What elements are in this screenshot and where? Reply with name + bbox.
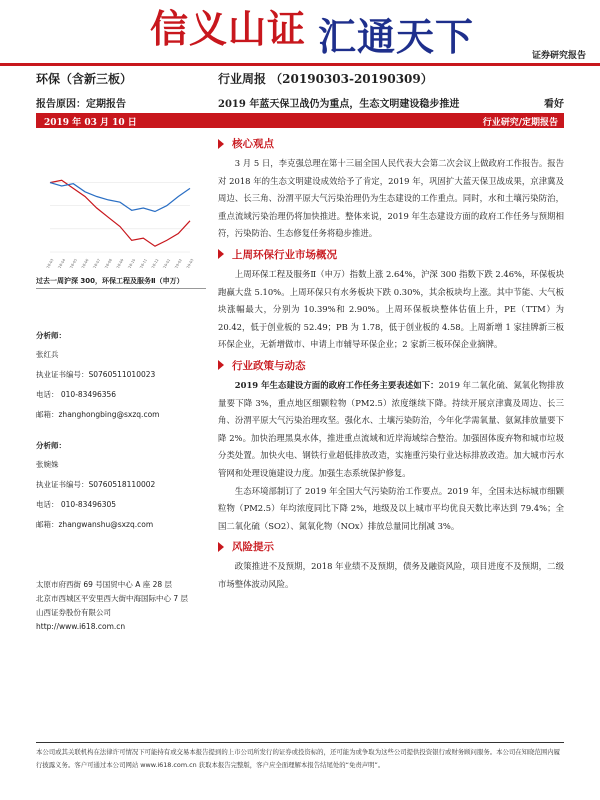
section-title: 行业政策与动态 [232,359,306,372]
section-heading [218,358,564,373]
investment-rating: 看好 [544,99,564,110]
section-arrow-icon [218,360,224,370]
brand-slogan-red: 信义山证 [150,7,307,51]
footer-divider [36,742,564,743]
section-paragraph [218,483,564,536]
analyst-card [36,330,211,429]
section-heading [218,247,564,262]
chart-x-tick-label: 2019-02 [172,258,183,268]
paragraph-text: 上周环保工程及服务Ⅱ（申万）指数上涨 2.64%，沪深 300 指数下跌 2.46%，环保板块跑赢大盘 5.10%。上周环保只有水务板块下跌 0.30%，其余板块均上涨。其中节能、大气板块涨幅最大，分别为 10.39%和 2.90%。上周环保板块整体估值上升，PE（TTM）为 20.42，低于创业板的 52.49；PB 为 1.78，低于创业板的 4.58。上周新增 1 家挂牌新三板环保企业，无新增做市、申请上市辅导环保企业；2 家新三板环保企业摘牌。 [218,268,564,350]
chart-caption: 过去一周沪深 300，环保工程及服务Ⅱ（申万） [36,277,184,285]
analyst-name: 张红兵 [36,350,59,359]
section-title: 上周环保行业市场概况 [232,248,337,261]
analyst-card [36,440,211,539]
address-line: 太原市府西街 69 号国贸中心 A 座 28 层 [36,580,173,589]
analyst-cert: 执业证书编号：S0760511010023 [36,370,156,379]
chart-x-tick-label: 2018-05 [67,258,78,268]
section-arrow-icon [218,249,224,259]
section-title: 风险提示 [232,541,274,554]
report-reason: 报告原因：定期报告 [36,99,126,110]
chart-x-tick-label: 2019-01 [160,258,172,268]
section-arrow-icon [218,542,224,552]
company-address [36,578,206,634]
section-arrow-icon [218,139,224,149]
section-paragraph [218,155,564,243]
chart-x-tick-label: 2018-03 [43,258,55,268]
analyst-cert: 执业证书编号：S0760518110002 [36,480,156,489]
paragraph-lead: 2019 年生态建设方面的政府工作任务主要表述如下： [234,379,439,390]
section-heading [218,136,564,151]
analyst-email[interactable]: 邮箱：zhanghongbing@sxzq.com [36,410,160,419]
chart-x-tick-label: 2018-04 [55,258,67,268]
address-line: 北京市西城区平安里西大街中海国际中心 7 层 [36,594,189,603]
disclaimer-footer [36,746,564,772]
section-paragraph [218,377,564,483]
analyst-label: 分析师： [36,441,66,450]
chart-x-tick-label: 2018-06 [78,258,90,268]
analyst-name: 张婉姝 [36,460,59,469]
paragraph-text: 2019 年二氧化硫、氮氧化物排放量要下降 3%，重点地区细颗粒物（PM2.5）浓度继续下降。持续开展京津冀及周边、长三角、汾渭平原大气污染治理攻坚。强化水、土壤污染防治，今年化学需氧量、氨氮排放量要下降 2%。加快治理黑臭水体，推进重点流域和近岸海域综合整治。加强固体废弃物和城市垃圾分类处置。加快火电、钢铁行业超低排放改造，实施重污染行业达标排放改造。加大城市污水管网和处理设施建设力度。加强生态系统保护修复。 [218,379,564,478]
section-heading [218,539,564,554]
analyst-phone: 电话： 010-83496305 [36,500,117,509]
report-header [0,0,600,68]
report-category: 行业研究/定期报告 [242,113,564,128]
chart-x-tick-label: 2018-07 [90,258,102,268]
chart-series-line [50,180,190,246]
paragraph-text: 3 月 5 日，李克强总理在第十三届全国人民代表大会第二次会议上做政府工作报告。报告对 2018 年的生态文明建设成效给予了肯定，2019 年，巩固扩大蓝天保卫战成果，京津冀及周边、长三角、汾渭平原大气污染治理仍为生态建设的工作重点。同时，水和土壤污染防治，重点流域污染治理仍将加快推进。整体来说，2019 年生态建设方面的政府工作任务与预期相符，污染防治、生态修复任务将稳步推进。 [218,158,564,239]
paragraph-text: 生态环境部制订了 2019 年全国大气污染防治工作要点。2019 年，全国未达标城市细颗粒物（PM2.5）年均浓度同比下降 2%，地级及以上城市平均优良天数比率达到 79.4%；全国二氧化硫（SO2）、氮氧化物（NOx）排放总量同比削减 3%。 [218,485,564,531]
header-divider [0,63,600,66]
analyst-phone: 电话： 010-83496356 [36,390,117,399]
main-content [218,132,564,593]
analyst-label: 分析师： [36,331,66,340]
chart-x-tick-label: 2018-12 [148,258,160,268]
report-date: 2019 年 03 月 10 日 [36,113,242,128]
chart-x-tick-label: 2018-11 [137,258,148,268]
performance-chart [36,163,196,268]
report-headline: 2019 年蓝天保卫战仍为重点，生态文明建设稳步推进 [218,99,460,110]
paragraph-text: 政策推进不及预期，2018 年业绩不及预期，债务及融资风险，项目进度不及预期，二级市场整体波动风险。 [218,561,564,589]
brand-slogan-blue: 汇通天下 [318,15,475,59]
chart-x-tick-label: 2018-10 [125,258,137,268]
section-title: 核心观点 [232,138,274,150]
company-website-link[interactable]: http://www.i618.com.cn [36,622,126,631]
disclaimer-text: 本公司或其关联机构在法律许可情况下可能持有或交易本报告提到的上市公司所发行的证券或投资标的，还可能为或争取为这些公司提供投资银行或财务顾问服务。本公司在知晓范围内履行披露义务。客户可通过本公司网站 www.i618.com.cn 获取本报告完整版，客户应全面理解本报告结尾处的“免责声明”。 [36,748,561,769]
chart-x-tick-label: 2018-08 [102,258,113,268]
sector-name: 环保（含新三板） [36,72,133,86]
chart-x-tick-label: 2019-03 [183,258,195,268]
report-title: 行业周报 （20190303-20190309） [218,72,433,86]
section-paragraph [218,266,564,354]
document-type-label: 证券研究报告 [531,51,586,61]
section-paragraph [218,558,564,593]
analyst-email[interactable]: 邮箱：zhangwanshu@sxzq.com [36,520,154,529]
company-name: 山西证券股份有限公司 [36,608,111,617]
chart-x-tick-label: 2018-09 [113,258,125,268]
performance-chart-svg [36,163,196,268]
caption-divider [36,288,206,289]
